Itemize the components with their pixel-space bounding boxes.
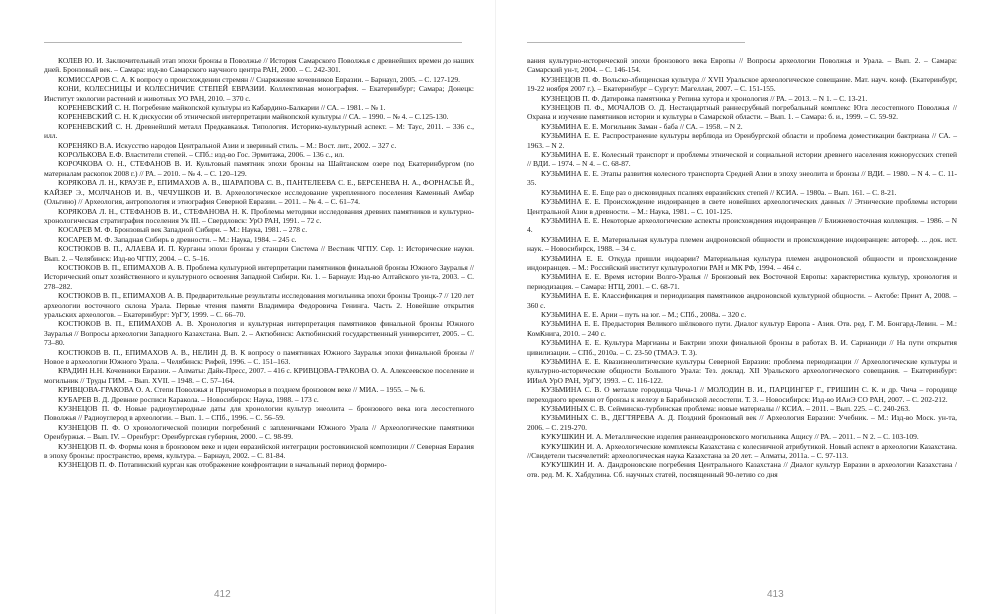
bibliography-entry: КУЗЬМИНА Е. Е. Квазизнеолитические культуры Северной Евразии: проблема периодизации // Археологические культуры и культурно-исторические общности Большого Урала: Тез. доклад. XII Уральского археологического совещания. – Екатеринбург: ИИиА УрО РАН, УрГУ, 1993. – С. 116-122. bbox=[527, 357, 957, 385]
bibliography-entry: КУКУШКИН И. А. Археологические комплексы Казахстана с колесничной атрибутикой. Новый аспект в археологии Казахстана. //Свидетели тысячелетий: археологическая наука Казахстана за 20 лет. – Алматы, 2011а. – С. 97-113. bbox=[527, 441, 957, 461]
bibliography-entry: КОРЕНЕВСКИЙ С. Н. Древнейший металл Предкавказья. Типология. Историко-культурный аспект. – М: Таус, 2011. – 336 с., илл. bbox=[44, 121, 474, 141]
bibliography-entry: КУЗНЕЦОВ П. Ф. Вольско-лбищенская культура // XVII Уральское археологическое совещание. Мат. науч. конф. (Екатеринбург, 19-22 ноября 2007 г.). – Екатеринбург – Сургут: Магеллан, 2007. – С. 151-155. bbox=[527, 74, 957, 94]
bibliography-entry: КОРОЧКОВА О. Н., СТЕФАНОВ В. И. Культовый памятник эпохи бронзы на Шайтанском озере под Екатеринбургом (по материалам раскопок 2008 г.) // РА. – 2010. – № 4. – С. 120–129. bbox=[44, 159, 474, 178]
bibliography-entry: КОРЕНЯКО В.А. Искусство народов Центральной Азии и звериный стиль. – М.: Вост. лит., 2002. – 327 с. bbox=[58, 140, 397, 150]
bibliography-entry: КУБАРЕВ В. Д. Древние росписи Каракола. – Новосибирск: Наука, 1988. – 173 с. bbox=[58, 394, 319, 404]
bibliography-entry: КУЗЬМИНА Е. Е. Еще раз о дисковидных псалиях евразийских степей // КСИА. – 1980а. – Вып. 161. – С. 8-21. bbox=[541, 187, 897, 197]
bibliography-entry: КОСТЮКОВ В. П., ЕПИМАХОВ А. В. Предварительные результаты исследования могильника эпохи бронзы Троицк-7 // 120 лет археологии восточного склона Урала. Первые чтения памяти Владимира Федоровича Генинга. Часть 2. Новейшие открытия уральских археологов. – Екатеринбург: УрГУ, 1999. – С. 66–70. bbox=[44, 291, 474, 319]
bibliography-entry: КУЗНЕЦОВ П. Ф. Датировка памятника у Репина хутора и хронология // РА. – 2013. – N 1. – С. 13-21. bbox=[541, 93, 868, 103]
bibliography-entry: КУЗЬМИНА Е. Е. Культура Маргианы и Бактрии эпохи финальной бронзы в работах В. И. Сарианиди // На пути открытия цивилизации. – СПб., 2010а. – С. 23-50 (ТМАЭ. Т. 3). bbox=[527, 338, 957, 357]
book-gutter bbox=[495, 0, 496, 614]
bibliography-entry: КУКУШКИН И. А. Дандроновские погребения Центрального Казахстана // Диалог культур Евразии в археологии Казахстана /отв. ред. М. К. Хабдулина. Сб. научных статей, посвященный 90-летию со дня bbox=[527, 460, 957, 479]
bibliography-entry: вания культурно-исторической эпохи бронзового века Европы // Вопросы археологии Поволжья и Урала. – Вып. 2. – Самара: Самарский ун-т, 2004. – С. 146-154. bbox=[527, 56, 957, 75]
page-number: 412 bbox=[214, 589, 231, 600]
bibliography-entry: КОСТЮКОВ В. П., ЕПИМАХОВ А. В. Хронология и культурная интерпретация памятников финальной бронзы Южного Зауралья // Вопросы археологии Западного Казахстана. Вып. 2. – Актюбинск: Актюбинский государственный университет, 2005. – С. 73–80. bbox=[44, 319, 474, 348]
bibliography-entry: КУЗЬМИНА Е. Е. Происхождение индоиранцев в свете новейших археологических данных // Этнические проблемы истории Центральной Азии в древности. – М.: Наука, 1981. – С. 101-125. bbox=[527, 197, 957, 216]
page-number: 413 bbox=[767, 589, 784, 600]
bibliography-entry: КУЗЬМИНА Е. Е. Колесный транспорт и проблемы этнической и социальной истории древнего населения южнорусских степей // ВДИ. – 1974. – N 4. – С. 68-87. bbox=[527, 150, 957, 169]
bibliography-entry: КУЗЬМИНА Е. Е. Арии – путь на юг. – М.; СПб., 2008а. – 320 с. bbox=[541, 309, 747, 319]
bibliography-entry: КОРЯКОВА Л. Н., СТЕФАНОВ В. И., СТЕФАНОВА Н. К. Проблемы методики исследования древних памятников и культурно-хронологическая стратиграфия поселения Ук III. – Свердловск: УрО РАН, 1991. – 72 с. bbox=[44, 206, 474, 225]
bibliography-entry: КУЗЬМИНА Е. Е. Могильник Заман - баба // СА. – 1958. – N 2. bbox=[541, 121, 743, 131]
bibliography-entry: КРИВЦОВА-ГРАКОВА О. А. Степи Поволжья и Причерноморья в позднем бронзовом веке // МИА. – 1955. – № 6. bbox=[58, 385, 425, 395]
bibliography-entry: КОСТЮКОВ В. П., ЕПИМАХОВ А. В., НЕЛИН Д. В. К вопросу о памятниках Южного Зауралья эпохи финальной бронзы // Новое в археологии Южного Урала. – Челябинск: Рифей, 1996. – С. 151–163. bbox=[44, 347, 474, 366]
bibliography-entry: КОСТЮКОВ В. П., ЕПИМАХОВ А. В. Проблема культурной интерпретации памятников финальной бронзы Южного Зауралья // Исторический опыт хозяйственного и культурного освоения Западной Сибири. Кн. 1. – Барнаул: Изд-во Алтайского ун-та, 2003. – С. 278–282. bbox=[44, 262, 474, 291]
bibliography-entry: КУЗЬМИНА Е. Е. Время истории Волго-Уралья // Бронзовый век Восточной Европы: характеристика культур, хронология и периодизация. – Самара: НТЦ, 2001. – С. 68-71. bbox=[527, 272, 957, 291]
bibliography-list bbox=[44, 56, 474, 470]
left-page bbox=[44, 0, 484, 614]
bibliography-entry: КОРЕНЕВСКИЙ С. Н. К дискуссии об этнической интерпретации майкопской культуры // СА. – 1990. – № 4. – С.125-130. bbox=[58, 112, 449, 122]
bibliography-list bbox=[527, 56, 957, 479]
bibliography-entry: КОСАРЕВ М. Ф. Бронзовый век Западной Сибири. – М.: Наука, 1981. – 278 с. bbox=[58, 225, 308, 235]
bibliography-entry: КОСТЮКОВ В. П., АЛАЕВА И. П. Курганы эпохи бронзы у станции Система // Вестник ЧГПУ. Сер. 1: Исторические науки. Вып. 2. – Челябинск: Изд-во ЧГПУ, 2004. – С. 5–16. bbox=[44, 244, 474, 263]
bibliography-entry: КОРЕНЕВСКИЙ С. Н. Погребение майкопской культуры из Кабардино-Балкарии // СА. – 1981. – № 1. bbox=[58, 103, 386, 113]
bibliography-entry: КУЗЬМИНА Е. Е. Материальная культура племен андроновской общности и происхождение индоиранцев: автореф. ... док. ист. наук. – Новосибирск, 1988. – 34 с. bbox=[527, 234, 957, 254]
bibliography-entry: КОЛЕВ Ю. И. Заключительный этап эпохи бронзы в Поволжье // История Самарского Поволжья с древнейших времен до наших дней. Бронзовый век. – Самара: изд-во Самарского научного центра РАН, 2000. – С. 242-301. bbox=[44, 56, 474, 75]
bibliography-entry: КУЗНЕЦОВ П. Ф., МОЧАЛОВ О. Д. Нестандартный раннесрубный погребальный комплекс Юга лесостепного Поволжья // Охрана и изучение памятников истории и культуры в Самарской области. – Вып. 1. – Самара: б. и., 1999. – С. 59-92. bbox=[527, 103, 957, 122]
bibliography-entry: КУЗНЕЦОВ П. Ф. Потапинский курган как отображение конфронтации в начальный период формиро- bbox=[58, 460, 387, 470]
right-page bbox=[527, 0, 967, 614]
bibliography-entry: КУЗЬМИНА Е. Е. Классификация и периодизация памятников андроновской культурной общности. – Актобе: Принт А, 2008. – 360 с. bbox=[527, 291, 957, 310]
bibliography-entry: КОРЯКОВА Л. Н., КРАУЗЕ Р., ЕПИМАХОВ А. В., ШАРАПОВА С. В., ПАНТЕЛЕЕВА С. Е., БЕРСЕНЕВА Н. А., ФОРНАСЬЕ Й., КАЙЗЕР Э., МОЛЧАНОВ И. В., ЧЕЧУШКОВ И. В. Археологическое исследование укрепленного поселения Каменный Амбар (Ольгино) // Археология, антропология и этнография Северной Евразии. – 2011. – № 4. – С. 61–74. bbox=[44, 178, 474, 207]
bibliography-entry: КУЗНЕЦОВ П. Ф. Новые радиоуглеродные даты для хронологии культур энеолита – бронзового века юга лесостепного Поволжья // Радиоуглерод в археологии. – Вып. 1. – СПб., 1996. – С. 56–59. bbox=[44, 404, 474, 423]
header-rule bbox=[527, 42, 745, 43]
bibliography-entry: КУЗЬМИНЫХ С. В. Сейминско-турбинская проблема: новые материалы // КСИА. – 2011. – Вып. 225. – С. 240-263. bbox=[541, 404, 910, 414]
bibliography-entry: КОРОЛЬКОВА Е.Ф. Властители степей. – СПб.: изд-во Гос. Эрмитажа, 2006. – 136 с., ил. bbox=[58, 150, 345, 160]
bibliography-entry: КУЗЬМИНА Е. Е. Некоторые археологические аспекты происхождения индоиранцев // Ближневосточная коллекция. – 1986. – N 4. bbox=[527, 215, 957, 235]
bibliography-entry: КУЗЬМИНА Е. Е. Этапы развития колесного транспорта Средней Азии в эпоху энеолита и бронзы // ВДИ. – 1980. – N 4. – С. 11-35. bbox=[527, 168, 957, 188]
bibliography-entry: КРАДИН Н.Н. Кочевники Евразии. – Алматы: Дайк-Пресс, 2007. – 416 с. КРИВЦОВА-ГРАКОВА О. А. Алексеевское поселение и могильник // Труды ГИМ. – Вып. XVII. – 1948. – С. 57–164. bbox=[44, 366, 474, 385]
bibliography-entry: КОМИССАРОВ С. А. К вопросу о происхождении стремян // Снаряжение кочевников Евразии. – Барнаул, 2005. – С. 127-129. bbox=[58, 74, 461, 84]
bibliography-entry: КУЗЬМИНА С. В. О металле городища Чича-1 // МОЛОДИН В. И., ПАРЦИНГЕР Г., ГРИШИН С. К. и др. Чича – городище переходного времени от бронзы к железу в Барабинской лесостепи. Т. 3. – Новосибирск: Изд-во ИАиЭ СО РАН, 2007. – С. 202-212. bbox=[527, 385, 957, 404]
bibliography-entry: КУКУШКИН И. А. Металлические изделия раннеандроновского могильника Ащису // РА. – 2011. – N 2. – С. 103-109. bbox=[541, 432, 919, 442]
bibliography-entry: КУЗЬМИНА Е. Е. Откуда пришли индоарии? Материальная культура племен андроновской общности и происхождение индоиранцев. – М.: Российский институт культурологии РАН и МК РФ, 1994. – 464 с. bbox=[527, 253, 957, 272]
header-rule bbox=[44, 42, 462, 43]
bibliography-entry: КУЗЬМИНЫХ С. В., ДЕГТЯРЕВА А. Д. Поздний бронзовый век // Археология Евразии: Учебник. – М.: Изд-во Моск. ун-та, 2006. – С. 219-270. bbox=[527, 413, 957, 432]
bibliography-entry: КУЗЬМИНА Е. Е. Распространение культуры верблюда из Оренбургской области и проблема доместикации бактриана // СА. – 1963. – N 2. bbox=[527, 131, 957, 150]
bibliography-entry: КУЗНЕЦОВ П. Ф. О хронологической позиции погребений с запленичками Южного Урала // Археологические памятники Оренбуржья. – Вып. IV. – Оренбург: Оренбургская губерния, 2000. – С. 98-99. bbox=[44, 422, 474, 442]
bibliography-entry: КОСАРЕВ М. Ф. Западная Сибирь в древности. – М.: Наука, 1984. – 245 с. bbox=[58, 234, 297, 244]
bibliography-entry: КУЗЬМИНА Е. Е. Предыстория Великого шёлкового пути. Диалог культур Европа - Азия. Отв. ред. Г. М. Бонгард-Левин. – М.: КомКнига, 2010. – 240 с. bbox=[527, 319, 957, 338]
bibliography-entry: КУЗНЕЦОВ П. Ф. Формы коня в бронзовом веке и идеи евразийской интеграции ростовкинской композиции // Северная Евразия в эпоху бронзы: пространство, время, культура. – Барнаул, 2002. – С. 81-84. bbox=[44, 441, 474, 461]
bibliography-entry: КОНИ, КОЛЕСНИЦЫ И КОЛЕСНИЧИЕ СТЕПЕЙ ЕВРАЗИИ. Коллективная монография. – Екатеринбург; Самара; Донецк: Институт экологии растений и животных УО РАН, 2010. – 370 с. bbox=[44, 84, 474, 103]
